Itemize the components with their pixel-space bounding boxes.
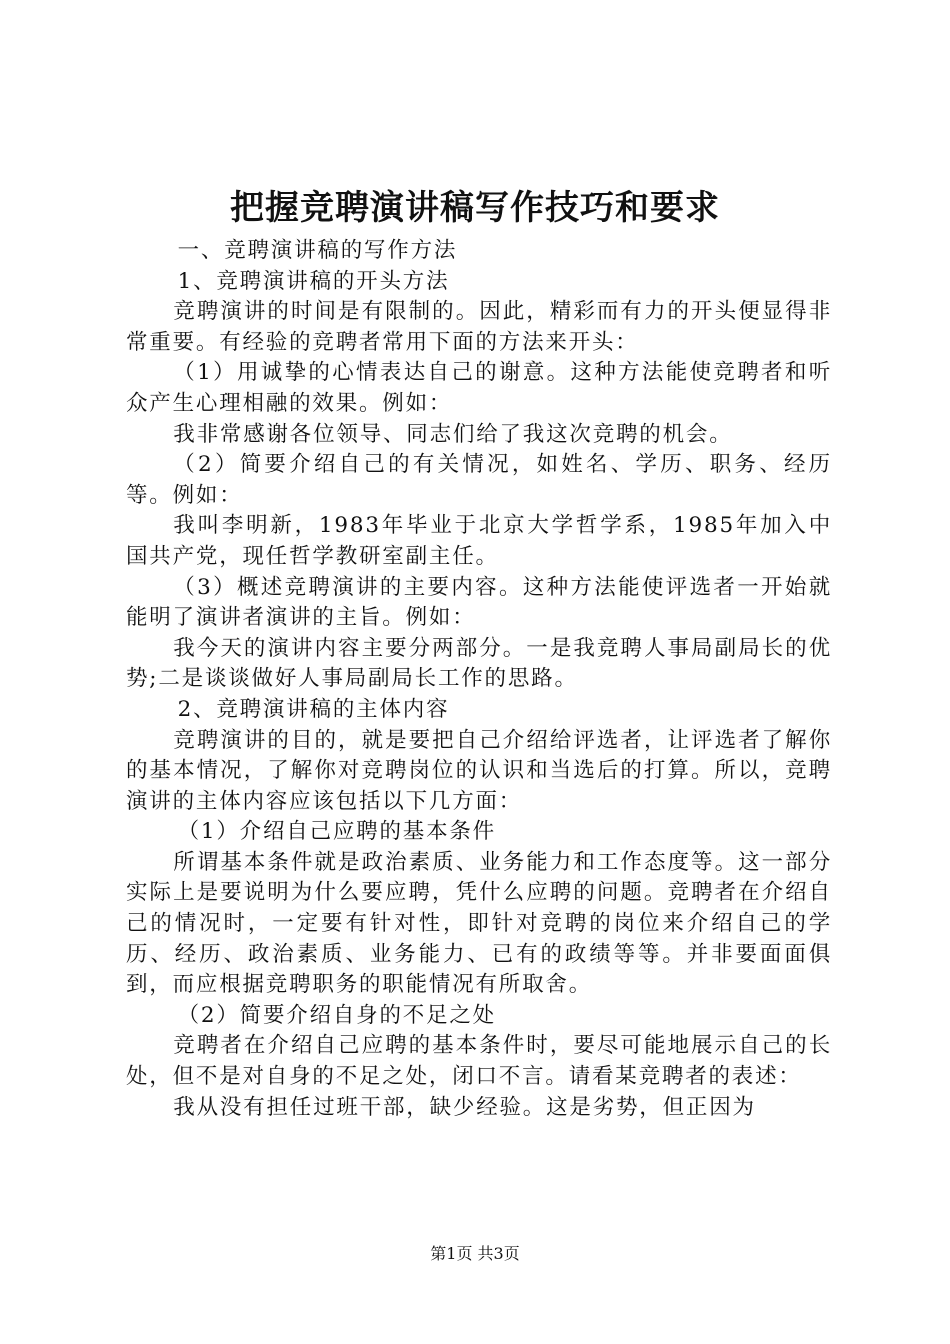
document-body (126, 236, 832, 1123)
body-paragraph: 我从没有担任过班干部，缺少经验。这是劣势，但正因为 (173, 1094, 756, 1120)
body-paragraph: 竞聘演讲的目的，就是要把自己介绍给评选者，让评选者了解你的基本情况，了解你对竞聘岗位的认识和当选后的打算。所以，竞聘演讲的主体内容应该包括以下几方面： (126, 727, 832, 814)
body-paragraph: 我叫李明新，1983年毕业于北京大学哲学系，1985年加入中国共产党，现任哲学教研室副主任。 (126, 513, 832, 569)
body-paragraph: （2）简要介绍自己的有关情况，如姓名、学历、职务、经历等。例如： (126, 452, 832, 508)
subsection-heading: 1、竞聘演讲稿的开头方法 (177, 268, 450, 294)
document-title: 把握竞聘演讲稿写作技巧和要求 (230, 188, 720, 228)
page-footer: 第1页 共3页 (430, 1244, 520, 1263)
item-heading: （2）简要介绍自身的不足之处 (177, 1002, 496, 1028)
body-paragraph: 我非常感谢各位领导、同志们给了我这次竞聘的机会。 (173, 421, 733, 447)
body-paragraph: （3）概述竞聘演讲的主要内容。这种方法能使评选者一开始就能明了演讲者演讲的主旨。例如： (126, 574, 832, 631)
body-paragraph: 所谓基本条件就是政治素质、业务能力和工作态度等。这一部分实际上是要说明为什么要应聘，凭什么应聘的问题。竞聘者在介绍自己的情况时，一定要有针对性，即针对竞聘的岗位来介绍自己的学历、经历、政治素质、业务能力、已有的政绩等等。并非要面面俱到，而应根据竞聘职务的职能情况有所取舍。 (126, 849, 832, 998)
body-paragraph: 我今天的演讲内容主要分两部分。一是我竞聘人事局副局长的优势;二是谈谈做好人事局副局长工作的思路。 (126, 635, 832, 692)
body-paragraph: 竞聘演讲的时间是有限制的。因此，精彩而有力的开头便显得非常重要。有经验的竞聘者常用下面的方法来开头： (126, 299, 832, 355)
item-heading: （1）介绍自己应聘的基本条件 (177, 819, 496, 845)
subsection-heading: 2、竞聘演讲稿的主体内容 (177, 696, 450, 722)
body-paragraph: （1）用诚挚的心情表达自己的谢意。这种方法能使竞聘者和听众产生心理相融的效果。例如： (126, 360, 832, 416)
body-paragraph: 竞聘者在介绍自己应聘的基本条件时，要尽可能地展示自己的长处，但不是对自身的不足之处，闭口不言。请看某竞聘者的表述： (126, 1033, 832, 1090)
section-heading: 一、竞聘演讲稿的写作方法 (177, 238, 458, 263)
